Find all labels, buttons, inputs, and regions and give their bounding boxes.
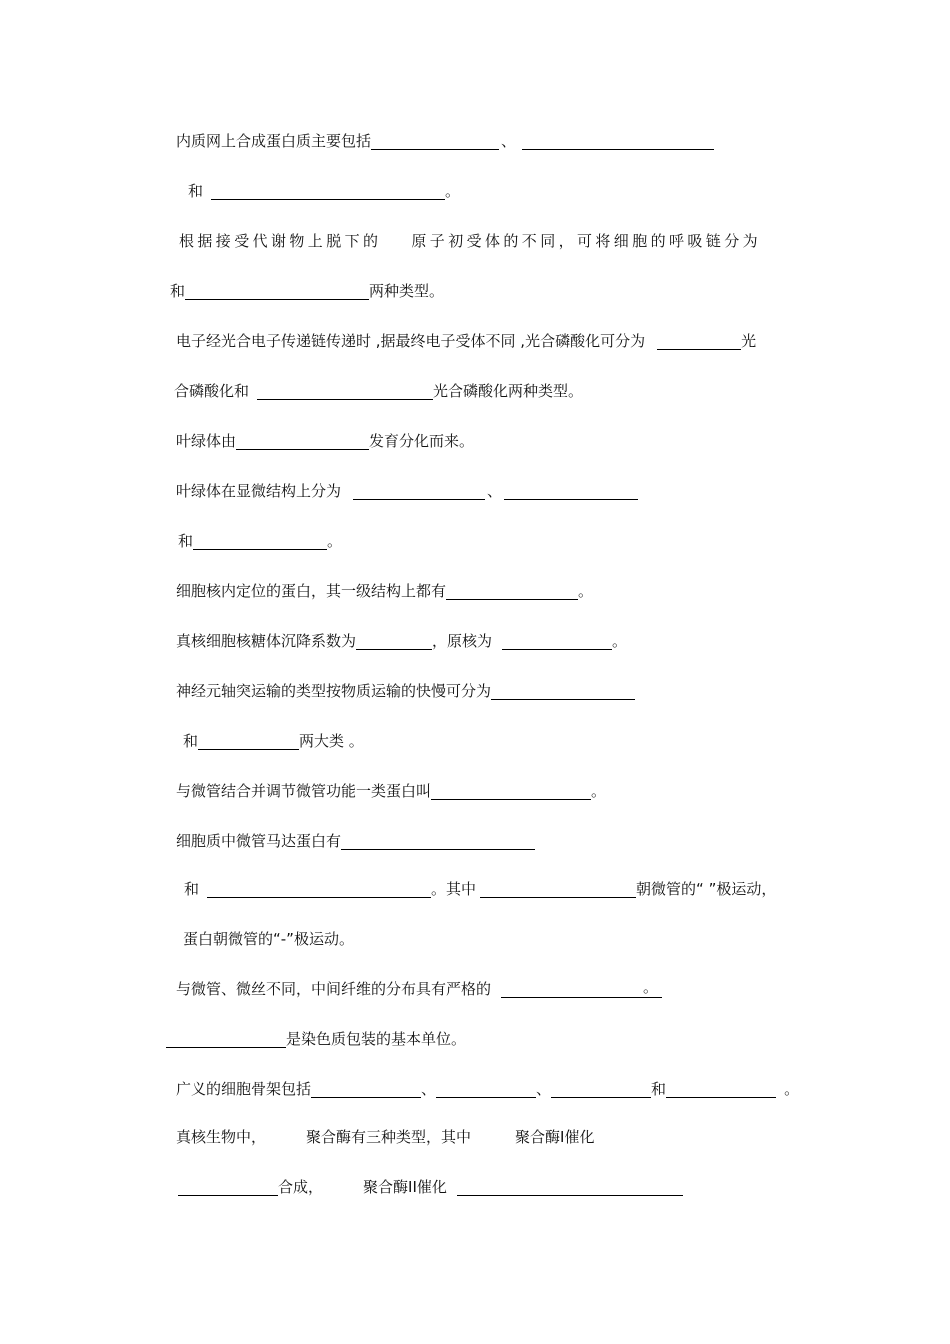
question-14-line-2 — [178, 1174, 683, 1200]
question-text: 两种类型。 — [369, 282, 445, 300]
question-text: 。 — [578, 582, 594, 600]
question-14-line-1 — [176, 1124, 594, 1150]
question-text: 原子初受体的不同，可将细胞的呼吸链分为 — [411, 232, 762, 250]
question-text: 、 — [536, 1080, 552, 1098]
question-6 — [176, 578, 593, 604]
question-text: 。 — [591, 782, 607, 800]
question-text: 。 — [612, 632, 628, 650]
answer-blank — [353, 483, 485, 500]
question-10-line-2 — [184, 876, 776, 902]
question-text: 光 — [741, 332, 757, 350]
question-text: 广义的细胞骨架包括 — [176, 1080, 312, 1098]
question-text: 、 — [501, 132, 517, 150]
answer-blank — [257, 383, 433, 400]
answer-blank — [504, 483, 638, 500]
answer-blank — [480, 881, 636, 898]
question-text: 朝微管的“ ”极运动， — [636, 880, 777, 898]
question-text: 和 — [188, 182, 204, 200]
question-text: 蛋白朝微管的“-”极运动。 — [183, 930, 354, 948]
question-8-line-2 — [183, 728, 364, 754]
question-5-line-2 — [178, 528, 342, 554]
question-text: 内质网上合成蛋白质主要包括 — [176, 132, 372, 150]
question-text: 叶绿体由 — [176, 432, 237, 450]
answer-blank — [356, 633, 432, 650]
question-text: 和 — [178, 532, 194, 550]
question-text: 合成， — [278, 1178, 324, 1196]
answer-blank — [311, 1081, 421, 1098]
answer-blank — [446, 583, 578, 600]
answer-blank — [178, 1179, 278, 1196]
question-7 — [176, 628, 627, 654]
question-11 — [176, 976, 662, 1002]
answer-blank — [185, 283, 369, 300]
question-2-line-1 — [179, 228, 761, 254]
question-text: 发育分化而来。 — [369, 432, 475, 450]
answer-blank — [666, 1081, 776, 1098]
question-text: 。 — [327, 532, 343, 550]
question-3-line-1 — [176, 328, 756, 354]
question-text: 与微管结合并调节微管功能一类蛋白叫 — [176, 782, 432, 800]
question-text: 、 — [487, 482, 503, 500]
question-text: 叶绿体在显微结构上分为 — [176, 482, 342, 500]
answer-blank — [431, 783, 591, 800]
question-text: 是染色质包装的基本单位。 — [286, 1030, 467, 1048]
answer-blank — [491, 683, 635, 700]
question-text: 根据接受代谢物上脱下的 — [179, 232, 382, 250]
answer-blank — [198, 733, 299, 750]
question-text: ，原核为 — [432, 632, 493, 650]
question-text: 。其中 — [431, 880, 477, 898]
question-1-line-2 — [188, 178, 460, 204]
answer-blank — [193, 533, 327, 550]
answer-blank — [341, 833, 535, 850]
question-text: 聚合酶有三种类型，其中 — [306, 1128, 472, 1146]
question-text: 光合磷酸化两种类型。 — [433, 382, 584, 400]
answer-blank — [501, 981, 643, 998]
question-text: 与微管、微丝不同，中间纤维的分布具有严格的 — [176, 980, 492, 998]
answer-blank — [166, 1031, 286, 1048]
answer-blank — [522, 133, 714, 150]
question-2-line-2 — [170, 278, 444, 304]
question-10-line-1 — [176, 828, 535, 854]
question-text: 。 — [445, 182, 461, 200]
answer-blank — [436, 1081, 536, 1098]
question-text: 合磷酸化和 — [174, 382, 250, 400]
question-1-line-1 — [176, 128, 714, 154]
question-text: 聚合酶II催化 — [363, 1178, 447, 1196]
question-text: 电子经光合电子传递链传递时 ,据最终电子受体不同 ,光合磷酸化可分为 — [176, 332, 646, 350]
question-text: 和 — [170, 282, 186, 300]
question-text: 两大类 。 — [299, 732, 364, 750]
question-text: 和 — [183, 732, 199, 750]
question-9 — [176, 778, 606, 804]
answer-blank — [551, 1081, 651, 1098]
answer-blank — [236, 433, 369, 450]
question-text: 细胞质中微管马达蛋白有 — [176, 832, 342, 850]
question-4 — [176, 428, 474, 454]
answer-blank — [457, 1179, 683, 1196]
question-text: 细胞核内定位的蛋白，其一级结构上都有 — [176, 582, 447, 600]
question-text: 真核生物中， — [176, 1128, 267, 1146]
question-text: 聚合酶I催化 — [515, 1128, 595, 1146]
question-text: 。 — [784, 1080, 800, 1098]
question-12 — [166, 1026, 466, 1052]
question-text: 真核细胞核糖体沉降系数为 — [176, 632, 357, 650]
question-3-line-2 — [174, 378, 583, 404]
answer-blank — [657, 333, 741, 350]
question-text: 神经元轴突运输的类型按物质运输的快慢可分为 — [176, 682, 492, 700]
question-text: 、 — [421, 1080, 437, 1098]
question-5-line-1 — [176, 478, 638, 504]
question-10-line-3 — [183, 926, 354, 952]
question-text: 。 — [643, 977, 662, 998]
answer-blank — [211, 183, 445, 200]
question-8-line-1 — [176, 678, 635, 704]
answer-blank — [371, 133, 499, 150]
answer-blank — [207, 881, 431, 898]
question-text: 和 — [184, 880, 200, 898]
question-text: 和 — [651, 1080, 667, 1098]
answer-blank — [502, 633, 612, 650]
question-13 — [176, 1076, 799, 1102]
